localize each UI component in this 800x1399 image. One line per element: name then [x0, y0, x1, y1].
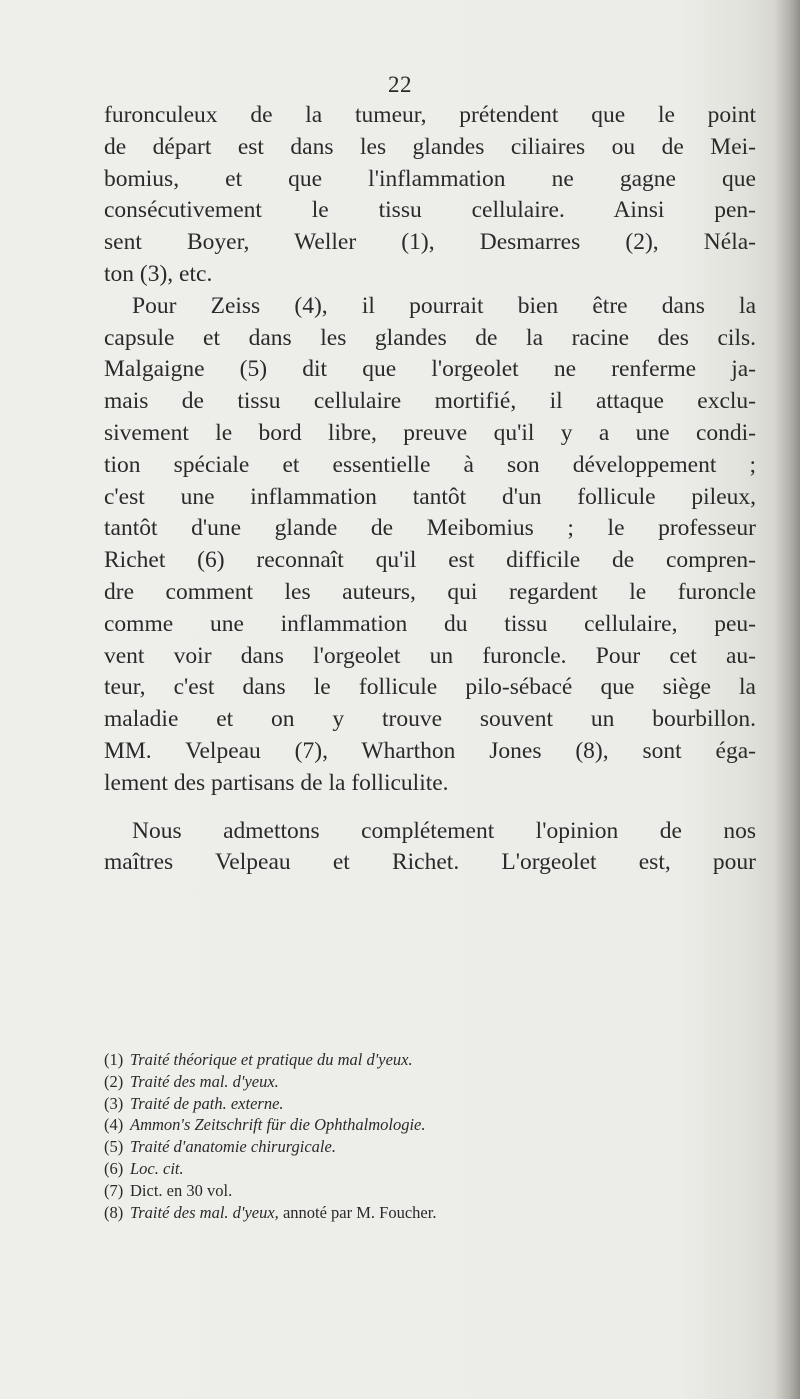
footnote-number: (5)	[104, 1137, 124, 1157]
text-line: comme une inflammation du tissu cellulaire, peu-	[104, 610, 756, 637]
footnote	[104, 1049, 756, 1071]
text-line: mais de tissu cellulaire mortifié, il attaque exclu-	[104, 388, 756, 415]
text-line: Nous admettons complétement l'opinion de nos	[132, 817, 756, 844]
text-line: c'est une inflammation tantôt d'un follicule pileux,	[104, 483, 756, 510]
footnote-title: Traité des mal. d'yeux,	[130, 1202, 279, 1222]
paragraph	[104, 100, 756, 291]
text-line: ton (3), etc.	[104, 260, 213, 287]
text-line: sivement le bord libre, preuve qu'il y a une condi-	[104, 419, 756, 446]
text-line: Richet (6) reconnaît qu'il est difficile de compren-	[104, 547, 756, 574]
text-line: Pour Zeiss (4), il pourrait bien être dans la	[132, 292, 756, 319]
footnote-number: (8)	[104, 1202, 124, 1222]
footnote	[104, 1202, 756, 1224]
text-line: MM. Velpeau (7), Wharthon Jones (8), sont éga-	[104, 737, 756, 764]
text-line: teur, c'est dans le follicule pilo-sébacé que siège la	[104, 674, 756, 701]
text-line: sent Boyer, Weller (1), Desmarres (2), Néla-	[104, 229, 756, 256]
text-line: consécutivement le tissu cellulaire. Ainsi pen-	[104, 197, 756, 224]
footnote-title: Traité de path. externe.	[130, 1093, 284, 1113]
footnotes	[104, 1049, 756, 1223]
footnote-title: Loc. cit.	[130, 1158, 184, 1178]
footnote-title: Traité des mal. d'yeux.	[130, 1071, 279, 1091]
footnote-title: Ammon's Zeitschrift für die Ophthalmologie.	[130, 1115, 426, 1135]
footnote-text: annoté par M. Foucher.	[278, 1202, 437, 1222]
footnote-number: (7)	[104, 1180, 124, 1200]
footnote	[104, 1180, 756, 1202]
text-line: lement des partisans de la folliculite.	[104, 769, 449, 796]
paragraph	[104, 291, 756, 800]
footnote	[104, 1136, 756, 1158]
text-line: tion spéciale et essentielle à son développement ;	[104, 451, 756, 478]
text-line: furonculeux de la tumeur, prétendent que le point	[104, 102, 756, 128]
footnote	[104, 1158, 756, 1180]
text-line: dre comment les auteurs, qui regardent le furoncle	[104, 578, 756, 605]
footnote-number: (4)	[104, 1115, 124, 1135]
text-line: bomius, et que l'inflammation ne gagne que	[104, 165, 756, 192]
text-line: capsule et dans les glandes de la racine des cils.	[104, 324, 756, 351]
footnote-number: (3)	[104, 1093, 124, 1113]
text-line: tantôt d'une glande de Meibomius ; le professeur	[104, 515, 756, 542]
footnote	[104, 1114, 756, 1136]
text-line: maîtres Velpeau et Richet. L'orgeolet est, pour	[104, 849, 756, 876]
footnote-title: Traité théorique et pratique du mal d'yeux.	[130, 1050, 413, 1069]
body-text	[104, 100, 756, 879]
page-number: 22	[388, 72, 412, 97]
footnote	[104, 1071, 756, 1093]
paragraph-gap	[104, 800, 756, 816]
paragraph	[104, 816, 756, 880]
text-line: de départ est dans les glandes ciliaires ou de Mei-	[104, 133, 756, 160]
footnote-title: Traité d'anatomie chirurgicale.	[130, 1137, 336, 1157]
footnote-number: (2)	[104, 1071, 124, 1091]
footnote	[104, 1093, 756, 1115]
page-edge-shadow	[774, 0, 800, 1399]
text-line: maladie et on y trouve souvent un bourbillon.	[104, 706, 756, 733]
footnote-text: Dict. en 30 vol.	[130, 1180, 233, 1200]
text-line: Malgaigne (5) dit que l'orgeolet ne renferme ja-	[104, 356, 756, 383]
footnote-number: (1)	[104, 1050, 124, 1069]
footnote-number: (6)	[104, 1158, 124, 1178]
text-line: vent voir dans l'orgeolet un furoncle. Pour cet au-	[104, 642, 756, 669]
